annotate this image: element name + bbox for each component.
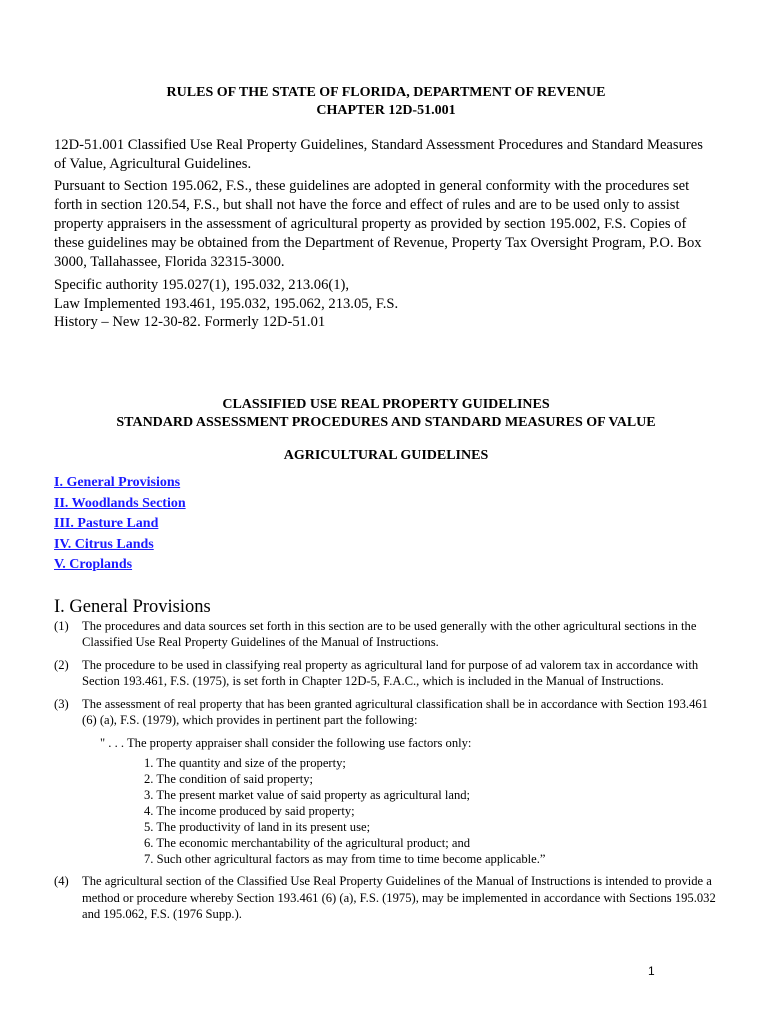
section-subtitle: AGRICULTURAL GUIDELINES (283, 447, 489, 463)
provision-number: (3) (54, 696, 69, 711)
rule-authority-block (54, 276, 718, 332)
toc-link-pasture-land[interactable]: III. Pasture Land (54, 516, 159, 531)
toc-item (54, 473, 718, 494)
rule-paragraph: Pursuant to Section 195.062, F.S., these guidelines are adopted in general conformity with the procedures set forth in section 120.54, F.S., but shall not have the force and effect of rules and are to be used only to assist property appraisers in the assessment of agricultural property as provided by section 195.002, F.S. Copies of these guidelines may be obtained from the Department of Revenue, Property Tax Oversight Program, P.O. Box 3000, Tallahassee, Florida 32315-3000. (54, 178, 702, 270)
provision-text: The procedures and data sources set forth in this section are to be used generally with the other agricultural sections in the Classified Use Real Property Guidelines of the Manual of Instructions. (82, 618, 697, 649)
document-page (54, 84, 718, 929)
toc-item (54, 555, 718, 576)
provision-item (54, 696, 718, 729)
provision-text: The procedure to be used in classifying real property as agricultural land for purpose of ad valorem tax in accordance with Section 193.461, F.S. (1975), is set forth in Chapter 12D-5, F.A.C., which is included in the Manual of Instructions. (82, 657, 699, 688)
toc-link-citrus-lands[interactable]: IV. Citrus Lands (54, 536, 154, 552)
provision-item (54, 618, 718, 651)
provision-text: The assessment of real property that has been granted agricultural classification shall be in accordance with Section 193.461 (6) (a), F.S. (1979), which provides in pertinent part the following: (82, 696, 708, 727)
toc-item (54, 494, 718, 515)
provision-text: The agricultural section of the Classified Use Real Property Guidelines of the Manual of Instructions is intended to provide a method or procedure whereby Section 193.461 (6) (a), F.S. (1975), may be implemented in accordance with Sections 195.032 and 195.062, F.S. (1976 Supp.). (82, 874, 716, 921)
law-implemented: Law Implemented 193.461, 195.032, 195.062, 213.05, F.S. (54, 295, 399, 312)
provision-item (54, 657, 718, 690)
use-factor-item: 1. The quantity and size of the property; (144, 756, 346, 770)
use-factor-item: 7. Such other agricultural factors as may from time to time become applicable.” (144, 852, 546, 866)
use-factor-item: 3. The present market value of said property as agricultural land; (144, 788, 471, 802)
toc-link-croplands[interactable]: V. Croplands (54, 557, 133, 572)
provision-number: (1) (54, 618, 69, 633)
specific-authority: Specific authority 195.027(1), 195.032, 213.06(1), (54, 277, 350, 293)
rule-heading: 12D-51.001 Classified Use Real Property Guidelines, Standard Assessment Procedures and Standard Measures of Value, Agricultural Guidelines. (54, 137, 703, 172)
use-factor-list (144, 755, 718, 867)
rule-history: History – New 12-30-82. Formerly 12D-51.01 (54, 314, 326, 330)
quote-intro: " . . . The property appraiser shall consider the following use factors only: (100, 735, 472, 750)
document-title-line1: RULES OF THE STATE OF FLORIDA, DEPARTMENT OF REVENUE (166, 85, 606, 100)
toc-link-woodlands-section[interactable]: II. Woodlands Section (54, 495, 186, 511)
toc-item (54, 514, 718, 535)
use-factor-item: 6. The economic merchantability of the agricultural product; and (144, 836, 471, 850)
toc-link-general-provisions[interactable]: I. General Provisions (54, 475, 181, 490)
section-title-line2: STANDARD ASSESSMENT PROCEDURES AND STANDARD MEASURES OF VALUE (116, 415, 656, 430)
document-title-line2: CHAPTER 12D-51.001 (316, 103, 456, 118)
provision-number: (4) (54, 874, 69, 888)
general-provisions-heading: I. General Provisions (54, 596, 211, 617)
provision-number: (2) (54, 657, 69, 672)
toc-item (54, 535, 718, 556)
use-factor-item: 4. The income produced by said property; (144, 804, 355, 818)
table-of-contents (54, 473, 718, 576)
section-title-line1: CLASSIFIED USE REAL PROPERTY GUIDELINES (222, 396, 550, 412)
use-factor-item: 5. The productivity of land in its present use; (144, 820, 371, 834)
page-number: 1 (648, 964, 655, 978)
provision-item (54, 873, 718, 923)
use-factor-item: 2. The condition of said property; (144, 772, 314, 786)
